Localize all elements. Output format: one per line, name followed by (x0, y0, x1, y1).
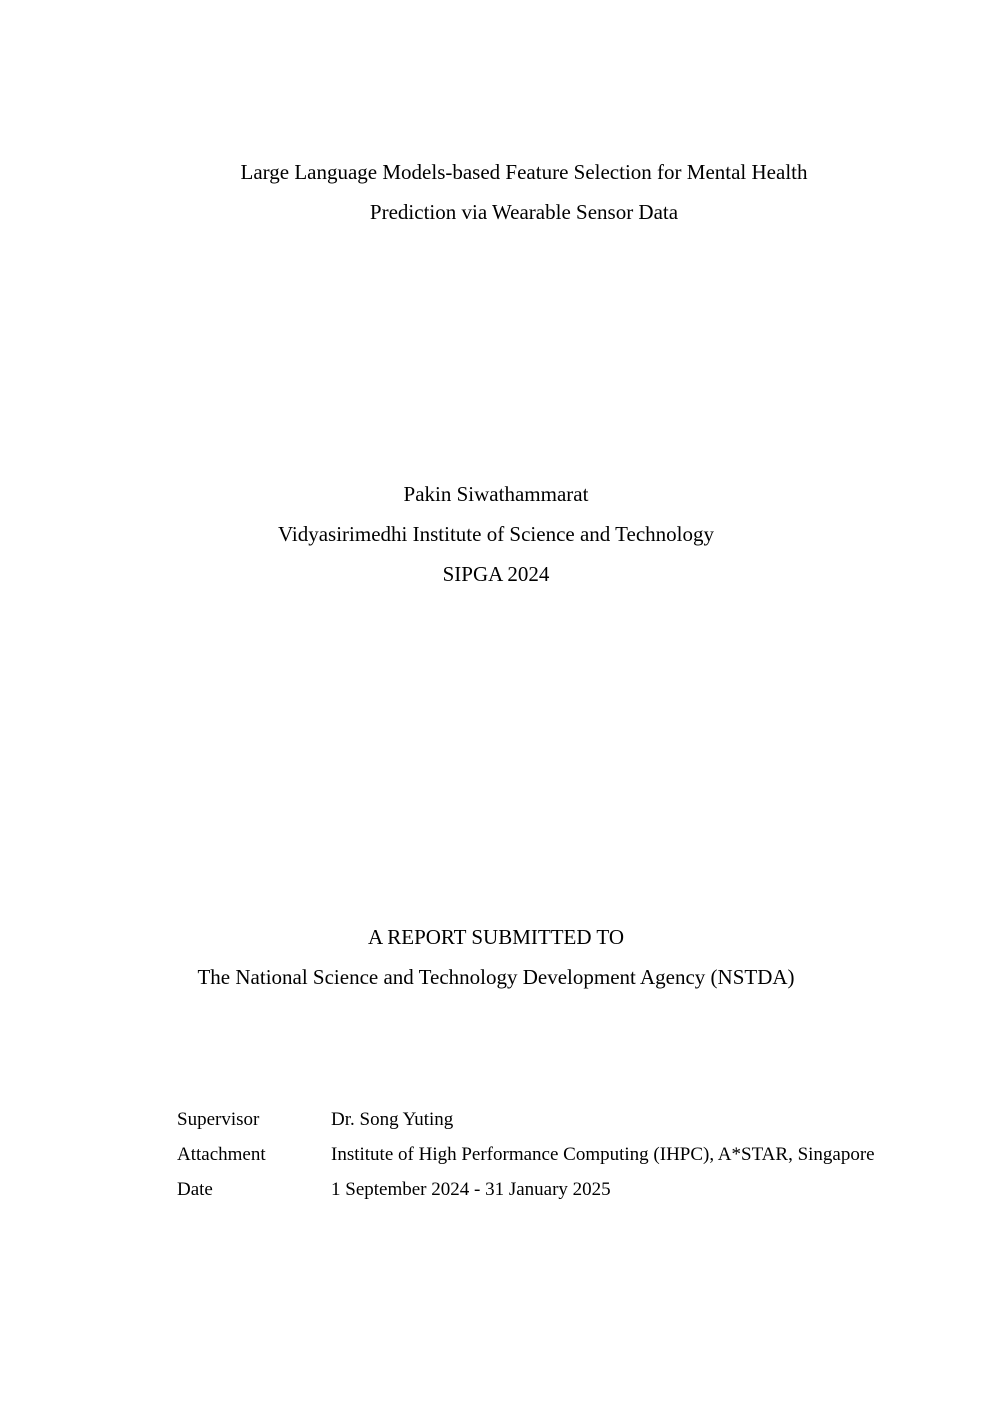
submission-agency: The National Science and Technology Development Agency (NSTDA) (197, 965, 795, 989)
detail-row-supervisor (177, 1102, 875, 1137)
detail-row-attachment (177, 1137, 875, 1172)
author-name: Pakin Siwathammarat (403, 482, 589, 506)
author-block (0, 474, 992, 594)
detail-row-date (177, 1172, 875, 1207)
detail-label: Date (177, 1179, 213, 1200)
detail-value: Institute of High Performance Computing (IHPC), A*STAR, Singapore (331, 1144, 875, 1165)
author-institution: Vidyasirimedhi Institute of Science and Technology (277, 522, 715, 546)
author-program: SIPGA 2024 (442, 562, 550, 586)
submission-block (0, 917, 992, 997)
report-title (28, 152, 992, 232)
detail-label: Attachment (177, 1144, 266, 1165)
report-details (177, 1102, 875, 1207)
detail-value: 1 September 2024 - 31 January 2025 (331, 1179, 611, 1200)
report-title-line-1: Large Language Models-based Feature Selection for Mental Health (240, 160, 808, 184)
detail-value: Dr. Song Yuting (331, 1109, 454, 1130)
report-title-line-2: Prediction via Wearable Sensor Data (369, 200, 679, 224)
submission-heading: A REPORT SUBMITTED TO (367, 925, 625, 949)
detail-label: Supervisor (177, 1109, 260, 1130)
